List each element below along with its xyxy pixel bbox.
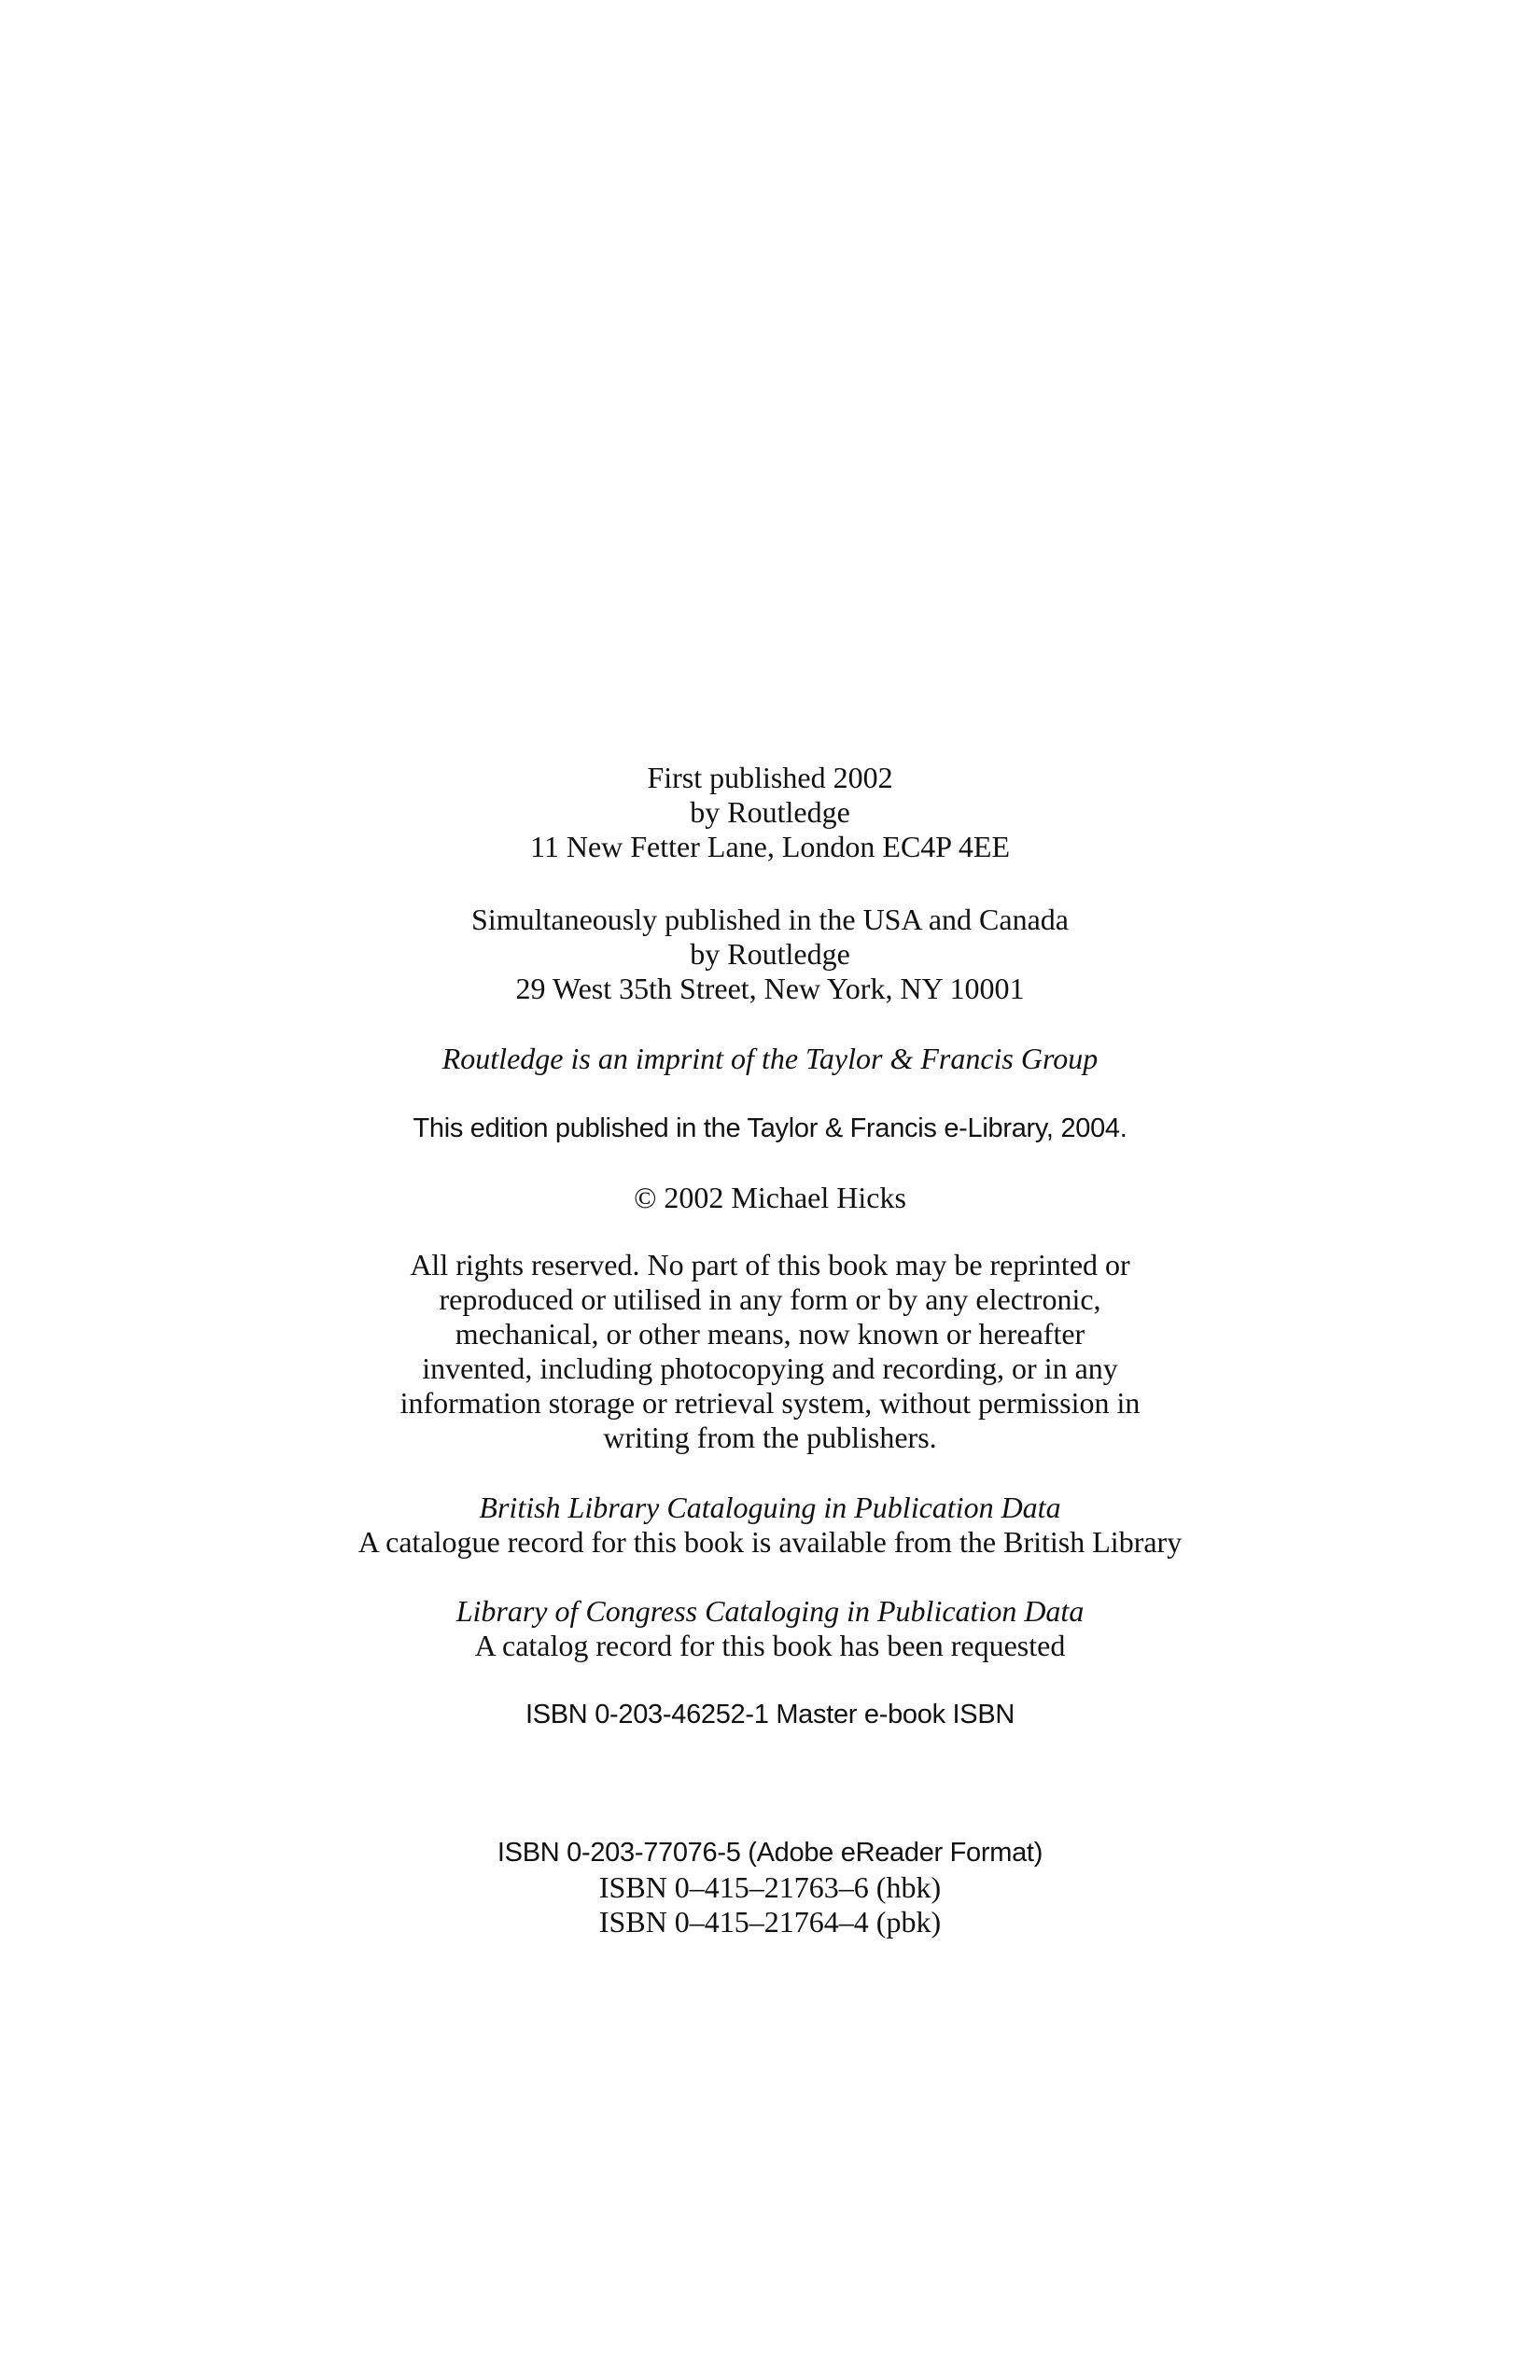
first-published-line: First published 2002 <box>647 761 893 794</box>
edition-note: This edition published in the Taylor & Francis e-Library, 2004. <box>413 1113 1127 1143</box>
rights-line: reproduced or utilised in any form or by any electronic, <box>439 1282 1101 1316</box>
london-address-line: 11 New Fetter Lane, London EC4P 4EE <box>530 830 1010 863</box>
copyright-notice: © 2002 Michael Hicks <box>634 1181 906 1214</box>
first-published-block <box>0 761 1540 864</box>
imprint-note: Routledge is an imprint of the Taylor & Francis Group <box>441 1042 1099 1075</box>
usa-canada-line: Simultaneously published in the USA and Canada <box>471 903 1069 936</box>
library-of-congress-heading: Library of Congress Cataloging in Publication Data <box>455 1594 1085 1628</box>
imprint-block <box>0 1042 1540 1076</box>
rights-line: information storage or retrieval system, without permission in <box>399 1386 1141 1420</box>
usa-publisher-line: by Routledge <box>690 937 850 971</box>
isbn-ereader: ISBN 0-203-77076-5 (Adobe eReader Format) <box>497 1838 1043 1868</box>
new-york-address-line: 29 West 35th Street, New York, NY 10001 <box>515 972 1025 1005</box>
british-library-heading: British Library Cataloguing in Publication Data <box>479 1491 1061 1524</box>
master-isbn-block <box>0 1698 1540 1732</box>
rights-line: mechanical, or other means, now known or hereafter <box>455 1317 1085 1351</box>
rights-line: All rights reserved. No part of this book may be reprinted or <box>410 1248 1130 1281</box>
library-of-congress-block <box>0 1594 1540 1663</box>
edition-block <box>0 1112 1540 1146</box>
usa-canada-block <box>0 903 1540 1006</box>
british-library-block <box>0 1491 1540 1560</box>
rights-line: invented, including photocopying and recording, or in any <box>422 1351 1118 1385</box>
rights-block <box>0 1248 1540 1455</box>
master-isbn: ISBN 0-203-46252-1 Master e-book ISBN <box>525 1700 1015 1729</box>
isbn-hardback: ISBN 0–415–21763–6 (hbk) <box>598 1870 942 1904</box>
copyright-block <box>0 1181 1540 1215</box>
rights-line: writing from the publishers. <box>603 1421 937 1454</box>
library-of-congress-text: A catalog record for this book has been requested <box>474 1629 1066 1662</box>
isbn-paperback: ISBN 0–415–21764–4 (pbk) <box>598 1905 942 1939</box>
isbn-block <box>0 1836 1540 1939</box>
british-library-text: A catalogue record for this book is available from the British Library <box>357 1525 1183 1559</box>
publisher-line: by Routledge <box>690 795 850 829</box>
